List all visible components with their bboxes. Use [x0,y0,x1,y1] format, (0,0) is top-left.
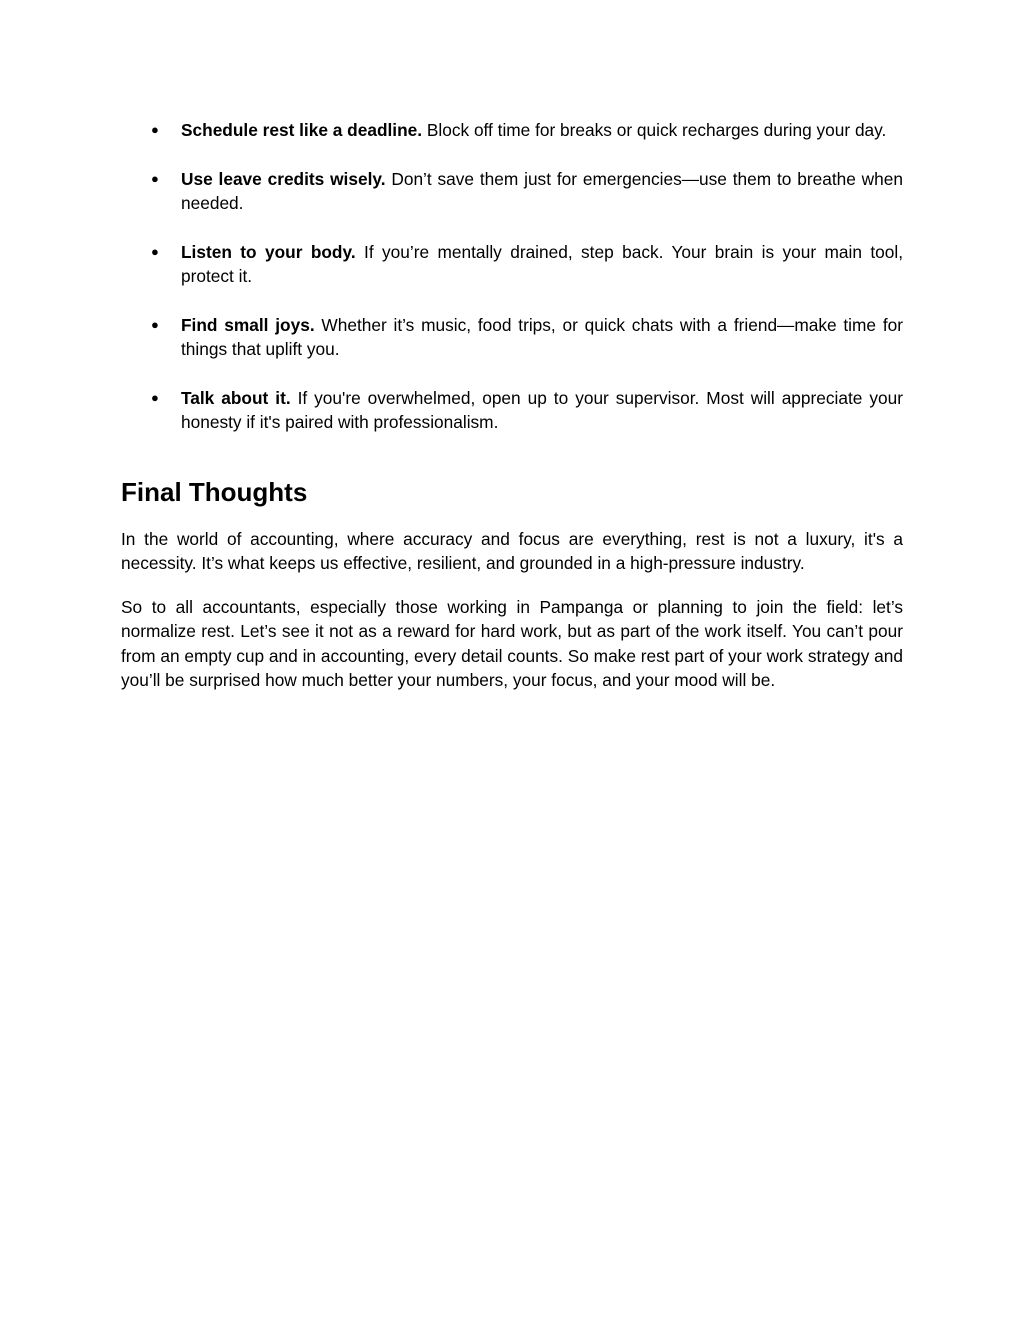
bullet-icon: ● [151,170,159,186]
bullet-icon: ● [151,243,159,259]
tips-list [121,118,903,435]
tip-text: If you're overwhelmed, open up to your supervisor. Most will appreciate your honesty if it's paired with professionalism. [181,387,903,432]
tip-text: Block off time for breaks or quick recharges during your day. [422,120,887,140]
list-item [121,167,903,216]
bullet-icon: ● [151,316,159,332]
tip-lead: Listen to your body. [181,241,356,262]
list-item [121,240,903,289]
bullet-icon: ● [151,122,159,137]
paragraph: In the world of accounting, where accuracy and focus are everything, rest is not a luxury, it's a necessity. It’s what keeps us effective, resilient, and grounded in a high-pressure industry. [121,528,903,573]
paragraph: So to all accountants, especially those working in Pampanga or planning to join the field: let’s normalize rest. Let’s see it not as a reward for hard work, but as part of the work itself. You can’t pour from an empty cup and in accounting, every detail counts. So make rest part of your work strategy and you’ll be surprised how much better your numbers, your focus, and your mood will be. [121,596,903,690]
tip-text: Don’t save them just for emergencies—use them to breathe when needed. [181,168,903,213]
tip-text: If you’re mentally drained, step back. Your brain is your main tool, protect it. [181,241,903,286]
tip-lead: Use leave credits wisely. [181,168,386,189]
tip-text: Whether it’s music, food trips, or quick chats with a friend—make time for things that uplift you. [181,314,903,359]
list-item [121,118,903,143]
list-item [121,313,903,362]
tip-lead: Schedule rest like a deadline. [181,120,423,140]
tip-lead: Talk about it. [181,387,291,408]
document-page [121,118,903,693]
bullet-icon: ● [151,389,159,405]
section-heading: Final Thoughts [121,476,308,507]
list-item [121,386,903,435]
tip-lead: Find small joys. [181,314,315,335]
